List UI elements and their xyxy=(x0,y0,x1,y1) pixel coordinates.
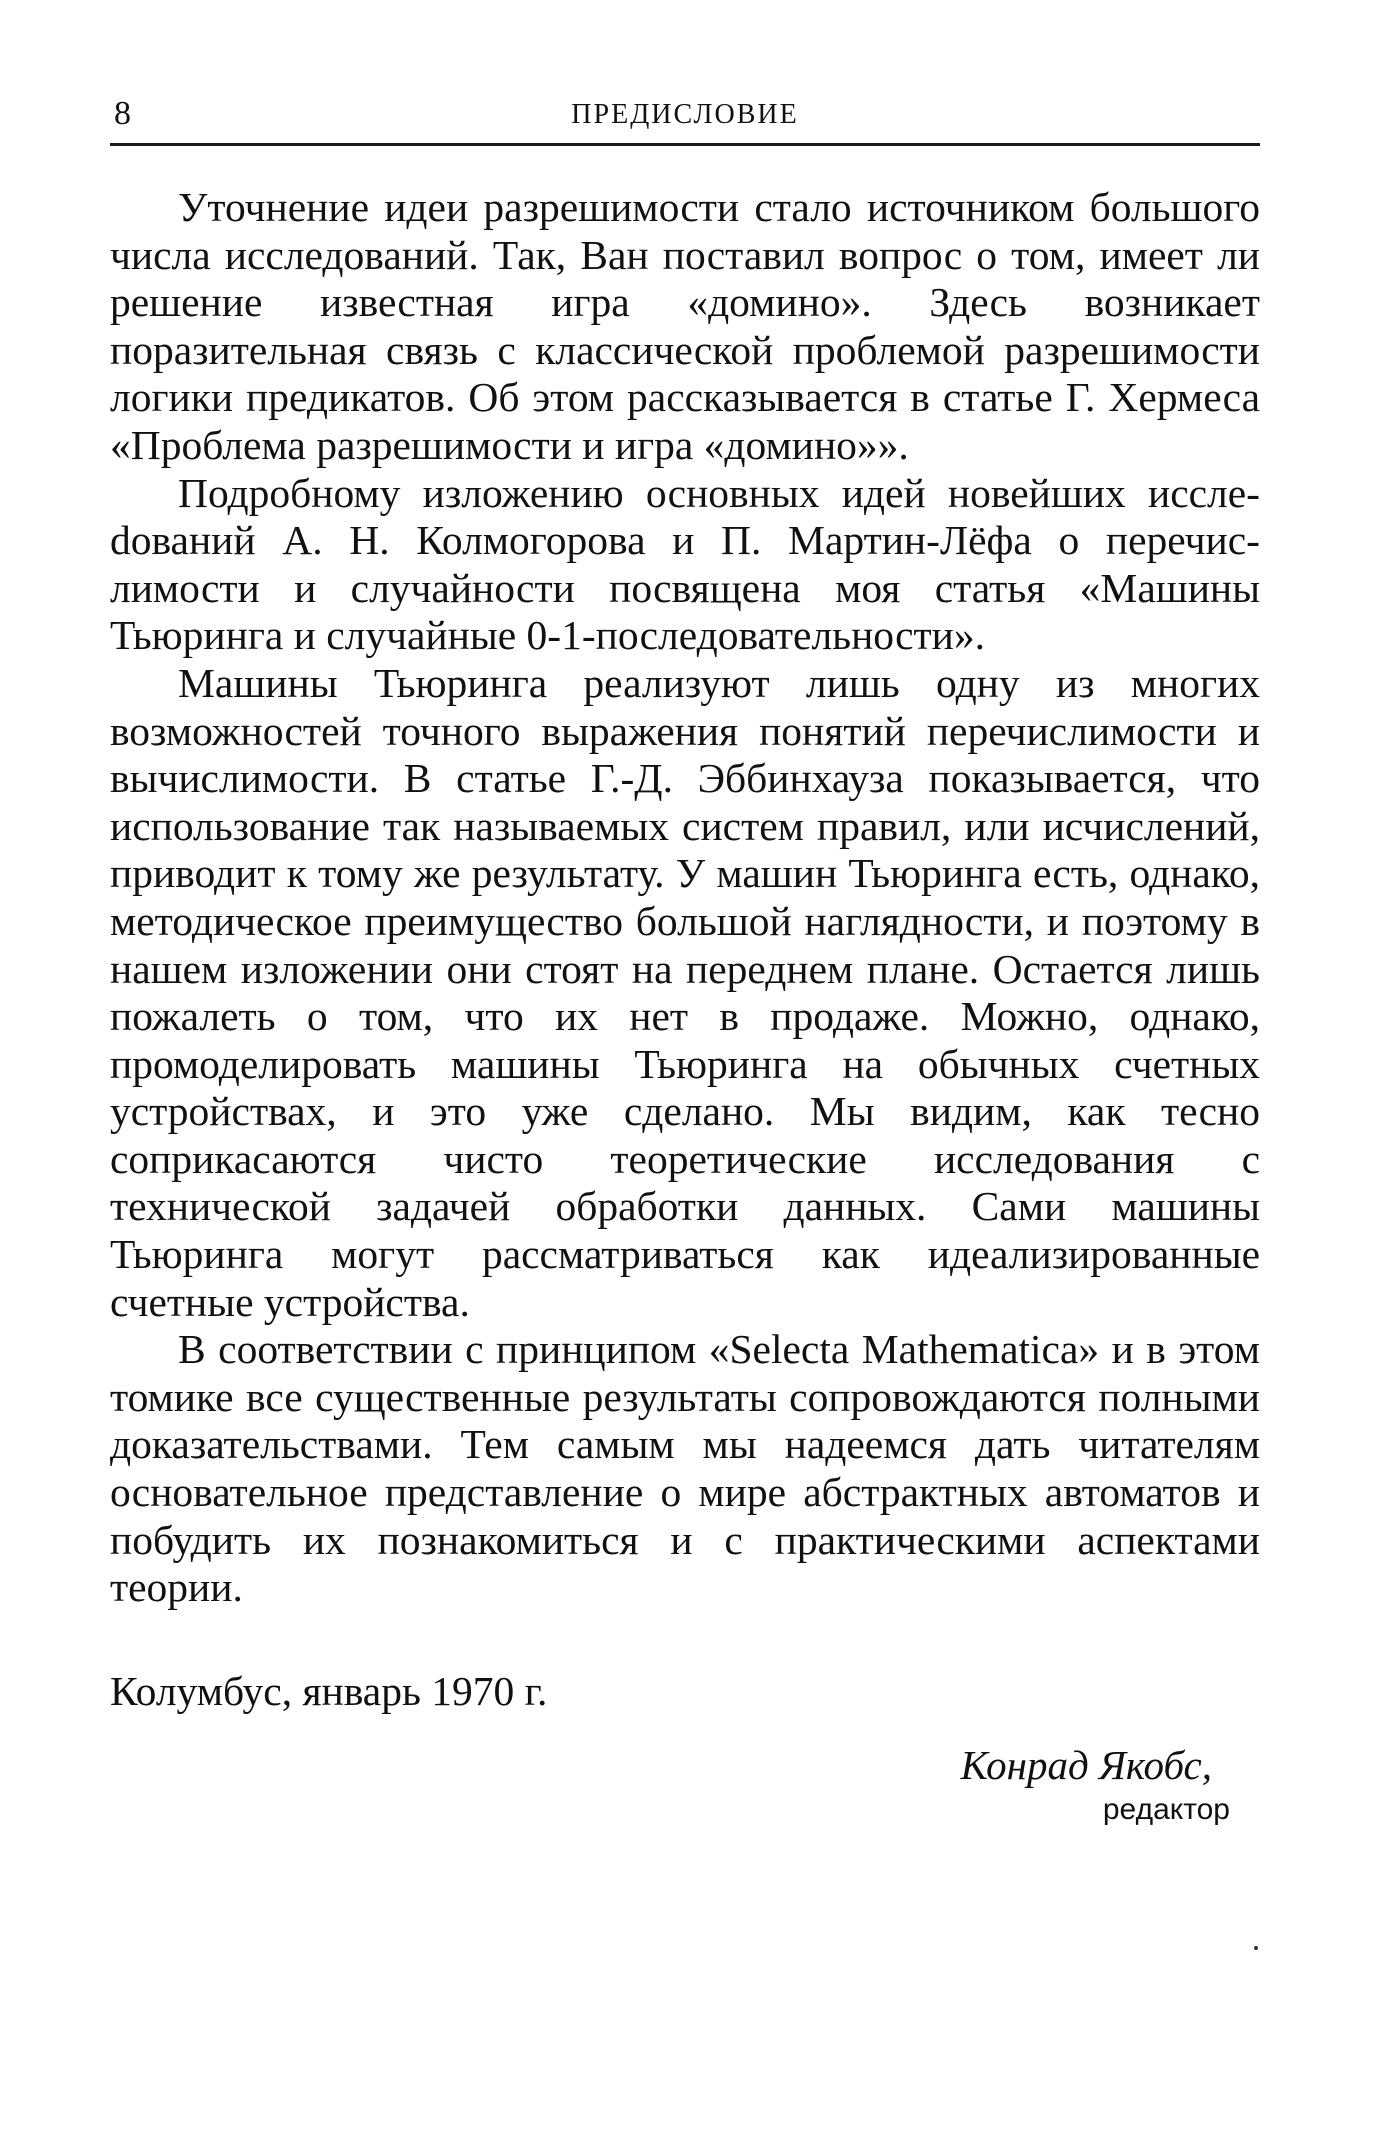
signature-name: Конрад Якобс, xyxy=(960,1741,1212,1788)
book-page xyxy=(110,95,1260,1827)
print-speck xyxy=(1254,1946,1258,1950)
page-number: 8 xyxy=(114,95,131,132)
running-head xyxy=(110,95,1260,146)
running-title: ПРЕДИСЛОВИЕ xyxy=(571,99,799,130)
signature-role: редактор xyxy=(1102,1792,1230,1826)
paragraph: Уточнение идеи разрешимости стало источником большого числа исследований. Так, Ван поставил вопрос о том, имеет ли решение известная игра «домино». Здесь возникает поразительная связь с классической проблемой разрешимости логики предикатов. Об этом рассказывается в статье Г. Хермеса «Проблема разрешимости и игра «домино»». xyxy=(110,184,1260,468)
paragraph: Машины Тьюринга реализуют лишь одну из многих возможностей точного выражения понятий перечислимости и вычислимости. В статье Г.-Д. Эббинхауза показывается, что использование так называемых систем правил, или исчислений, приводит к тому же результату. У машин Тьюринга есть, однако, методическое преимущество большой наглядности, и поэтому в нашем изложении они стоят на переднем плане. Остается лишь пожалеть о том, что их нет в продаже. Можно, однако, промоделировать машины Тьюринга на обычных счетных устройствах, и это уже сделано. Мы видим, как тесно соприкасаются чисто теоретические исследования с технической задачей обработки данных. Сами машины Тьюринга могут рассматриваться как идеализированные счетные устройства. xyxy=(110,659,1260,1325)
paragraph: Подробному изложению основных идей новейших исслеdований А. Н. Колмогорова и П. Мартин-Лёфа о перечислимости и случайности посвящена моя статья «Машины Тьюринга и случайные 0-1-последовательности». xyxy=(110,469,1260,659)
body-text xyxy=(110,184,1260,1612)
paragraph: В соответствии с принципом «Selecta Mathematica» и в этом томике все существенные результаты сопровождаются полными доказательствами. Тем самым мы надеемся дать читателям основательное представление о мире абстрактных автоматов и побудить их познакомиться и с практическими аспектами теории. xyxy=(110,1326,1260,1611)
dateline: Колумбус, январь 1970 г. xyxy=(110,1667,548,1714)
